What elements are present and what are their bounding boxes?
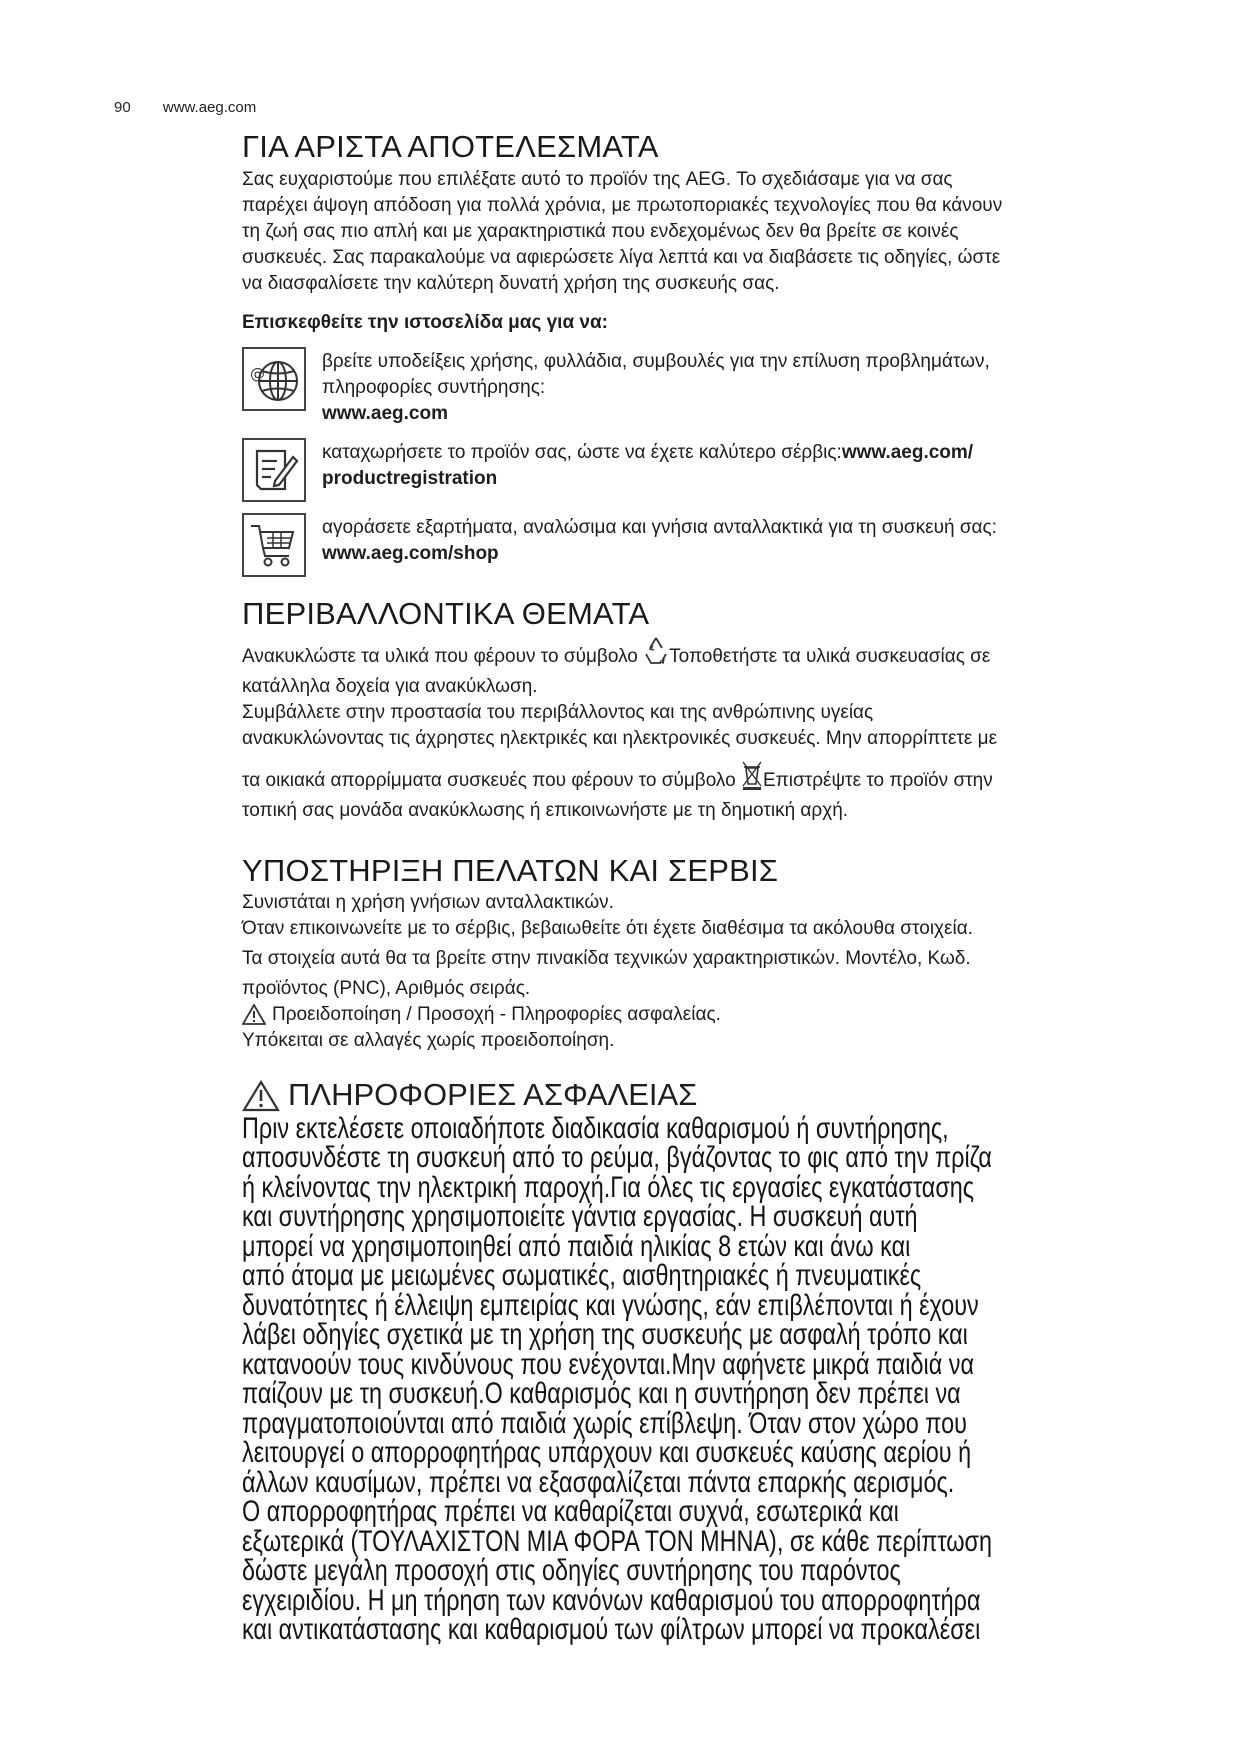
env-text: Ανακυκλώστε τα υλικά που φέρουν το σύμβολο [242,646,638,668]
support-text: Υπόκειται σε αλλαγές χωρίς προειδοποίηση. [242,1029,615,1051]
header-url[interactable]: www.aeg.com [162,99,257,116]
safety-line: εγχειριδίου. Η μη τήρηση των κανόνων καθαρισμού του απορροφητήρα [242,1583,981,1617]
visit-item-text: πληροφορίες συντήρησης: [322,377,546,399]
safety-line: παίζουν με τη συσκευή.Ο καθαρισμός και η συντήρηση δεν πρέπει να [242,1377,961,1411]
warning-text: Προειδοποίηση / Προσοχή - Πληροφορίες ασφαλείας. [272,1003,721,1025]
visit-website-title: Επισκεφθείτε την ιστοσελίδα μας για να: [242,312,608,334]
safety-line: Πριν εκτελέσετε οποιαδήποτε διαδικασία καθαρισμού ή συντήρησης, [242,1111,949,1145]
safety-line: μπορεί να χρησιμοποιηθεί από παιδιά ηλικίας 8 ετών και άνω και [242,1229,911,1263]
safety-line: και συντήρησης χρησιμοποιείτε γάντια εργασίας. Η συσκευή αυτή [242,1200,918,1234]
registration-link[interactable]: productregistration [322,468,498,490]
safety-line: από άτομα με μειωμένες σωματικές, αισθητηριακές ή πνευματικές [242,1259,922,1293]
section-environment [242,595,1142,824]
warning-icon [242,1004,266,1025]
visit-item-shop [242,513,1142,577]
safety-line: δώστε μεγάλη προσοχή στις οδηγίες συντήρησης του παρόντος [242,1554,901,1588]
section-title-support: ΥΠΟΣΤΗΡΙΞΗ ΠΕΛΑΤΩΝ ΚΑΙ ΣΕΡΒΙΣ [242,853,779,889]
page-header [114,99,256,116]
warning-icon [242,1080,280,1112]
section-support [242,852,1142,1053]
safety-line: και αντικατάστασης και καθαρισμού των φίλτρων μπορεί να προκαλέσει [242,1613,981,1647]
safety-line: λειτουργεί ο απορροφητήρας υπάρχουν και συσκευές καύσης αερίου ή [242,1436,972,1470]
section-safety [242,1078,1142,1645]
visit-item-text: καταχωρήσετε το προϊόν σας, ώστε να έχετε καλύτερο σέρβις: [322,442,842,464]
safety-line: εξωτερικά (ΤΟΥΛΑΧΙΣΤΟΝ ΜΙΑ ΦΟΡΑ ΤΟΝ ΜΗΝΑ), σε κάθε περίπτωση [242,1524,992,1558]
env-text: Τοποθετήστε τα υλικά συσκευασίας σε [669,646,991,668]
registration-link[interactable]: www.aeg.com/ [841,442,974,464]
visit-item-text: αγοράσετε εξαρτήματα, αναλώσιμα και γνήσια ανταλλακτικά για τη συσκευή σας: [322,517,997,539]
safety-line: άλλων καυσίμων, πρέπει να εξασφαλίζεται πάντα επαρκής αερισμός. [242,1465,955,1499]
env-text: τα οικιακά απορρίμματα συσκευές που φέρουν το σύμβολο [242,770,736,792]
intro-line: να διασφαλίσετε την καλύτερη δυνατή χρήση της συσκευής σας. [242,273,780,295]
visit-item-text: βρείτε υποδείξεις χρήσης, φυλλάδια, συμβουλές για την επίλυση προβλημάτων, [322,351,990,373]
shop-link[interactable]: www.aeg.com/shop [322,543,499,565]
safety-line: κατανοούν τους κινδύνους που ενέχονται.Μην αφήνετε μικρά παιδιά να [242,1347,974,1381]
safety-line: λάβει οδηγίες σχετικά με τη χρήση της συσκευής με ασφαλή τρόπο και [242,1318,968,1352]
visit-item-registration [242,438,1142,502]
weee-bin-icon [741,760,763,798]
env-text: ανακυκλώνοντας τις άχρηστες ηλεκτρικές και ηλεκτρονικές συσκευές. Μην απορρίπτετε με [242,728,998,750]
env-text: κατάλληλα δοχεία για ανακύκλωση. [242,676,538,698]
env-text: τοπική σας μονάδα ανακύκλωσης ή επικοινωνήστε με τη δημοτική αρχή. [242,800,849,822]
registration-icon [242,438,306,502]
intro-line: τη ζωή σας πιο απλή και με χαρακτηριστικά που ενδεχομένως δεν θα βρείτε σε κοινές [242,221,959,243]
section-title-best-results: ΓΙΑ ΑΡΙΣΤΑ ΑΠΟΤΕΛΕΣΜΑΤΑ [242,129,659,164]
recycle-icon [643,636,669,674]
support-text: Τα στοιχεία αυτά θα τα βρείτε στην πινακίδα τεχνικών χαρακτηριστικών. Μοντέλο, Κωδ. [242,947,971,969]
safety-body [242,1111,1131,1647]
safety-line: ή κλείνοντας την ηλεκτρική παροχή.Για όλες τις εργασίες εγκατάστασης [242,1170,975,1204]
support-link[interactable]: www.aeg.com [322,403,448,425]
globe-icon [242,347,306,411]
section-title-environment: ΠΕΡΙΒΑΛΛΟΝΤΙΚΑ ΘΕΜΑΤΑ [242,596,650,632]
visit-item-support [242,347,1142,427]
support-text: Όταν επικοινωνείτε με το σέρβις, βεβαιωθείτε ότι έχετε διαθέσιμα τα ακόλουθα στοιχεία. [242,917,973,939]
section-title-safety: ΠΛΗΡΟΦΟΡΙΕΣ ΑΣΦΑΛΕΙΑΣ [288,1076,698,1112]
safety-line: δυνατότητες ή έλλειψη εμπειρίας και γνώσης, εάν επιβλέπονται ή έχουν [242,1288,979,1322]
intro-line: Σας ευχαριστούμε που επιλέξατε αυτό το προϊόν της AEG. Το σχεδιάσαμε για να σας [242,169,953,191]
section-best-results [242,128,1142,577]
safety-line: αποσυνδέστε τη συσκευή από το ρεύμα, βγάζοντας το φις από την πρίζα [242,1141,992,1175]
intro-line: συσκευές. Σας παρακαλούμε να αφιερώσετε λίγα λεπτά και να διαβάσετε τις οδηγίες, ώστε [242,247,1001,269]
svg-text:@: @ [250,365,265,384]
safety-line: Ο απορροφητήρας πρέπει να καθαρίζεται συχνά, εσωτερικά και [242,1495,899,1529]
page-number: 90 [114,99,131,116]
env-text: Επιστρέψτε το προϊόν στην [763,770,993,792]
shopping-cart-icon [242,513,306,577]
intro-line: παρέχει άψογη απόδοση για πολλά χρόνια, με πρωτοποριακές τεχνολογίες που θα κάνουν [242,195,1003,217]
safety-line: πραγματοποιούνται από παιδιά χωρίς επίβλεψη. Όταν στον χώρο που [242,1406,967,1440]
env-text: Συμβάλλετε στην προστασία του περιβάλλοντος και της ανθρώπινης υγείας [242,702,874,724]
support-text: προϊόντος (PNC), Αριθμός σειράς. [242,977,531,999]
page-content [242,128,1142,1645]
support-text: Συνιστάται η χρήση γνήσιων ανταλλακτικών. [242,891,614,913]
